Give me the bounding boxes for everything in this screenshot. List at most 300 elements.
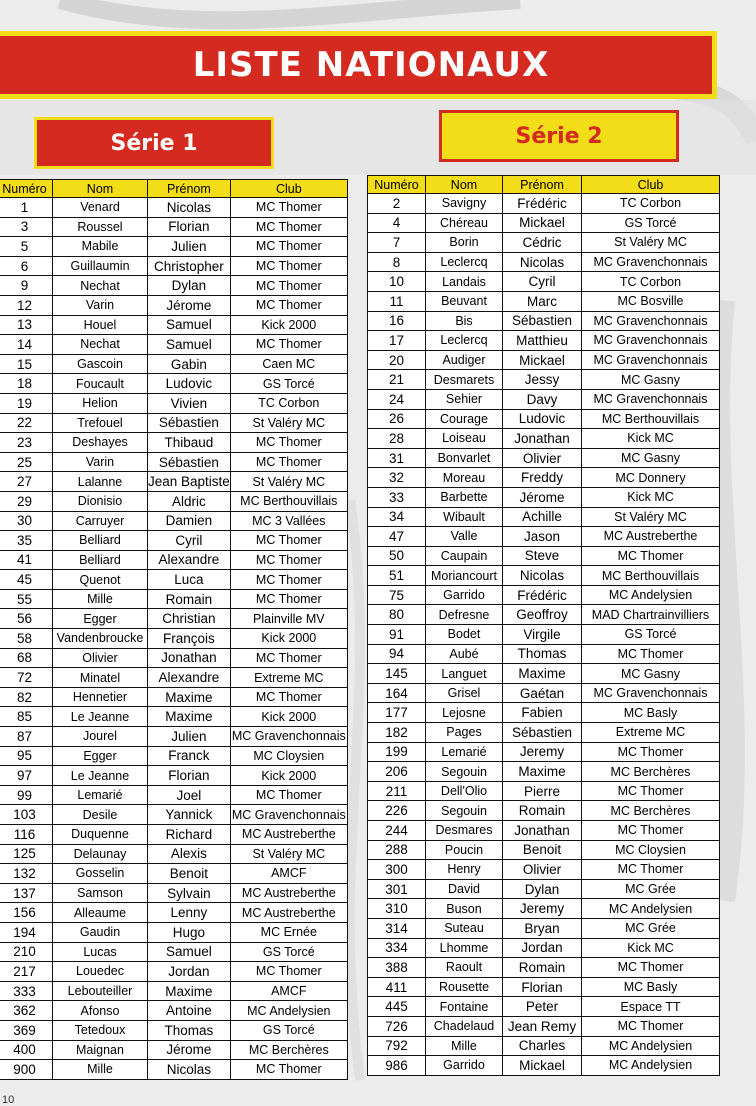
cell-prenom: Maxime — [148, 707, 231, 727]
cell-numero: 45 — [0, 570, 53, 590]
cell-prenom: Davy — [503, 389, 582, 409]
table-row — [0, 276, 347, 296]
cell-club: MC Grée — [582, 879, 720, 899]
cell-prenom: Jordan — [148, 962, 231, 982]
cell-nom: Duquenne — [53, 825, 148, 845]
cell-prenom: Olivier — [503, 860, 582, 880]
cell-prenom: Marc — [503, 291, 582, 311]
cell-club: Extreme MC — [582, 723, 720, 743]
cell-numero: 156 — [0, 903, 53, 923]
table-row — [0, 922, 347, 942]
cell-club: TC Corbon — [582, 272, 720, 292]
cell-numero: 333 — [0, 981, 53, 1001]
table-row — [368, 762, 720, 782]
cell-numero: 177 — [368, 703, 426, 723]
cell-nom: Belliard — [53, 550, 148, 570]
cell-club: Kick 2000 — [230, 629, 347, 649]
table-row — [0, 1020, 347, 1040]
cell-nom: Trefouel — [53, 413, 148, 433]
cell-club: Caen MC — [230, 354, 347, 374]
cell-numero: 72 — [0, 668, 53, 688]
cell-numero: 25 — [0, 452, 53, 472]
cell-prenom: Sébastien — [503, 723, 582, 743]
cell-prenom: Cédric — [503, 233, 582, 253]
cell-nom: Valle — [426, 527, 503, 547]
cell-numero: 87 — [0, 727, 53, 747]
cell-club: MC Thomer — [230, 335, 347, 355]
cell-nom: Alleaume — [53, 903, 148, 923]
table-row — [0, 864, 347, 884]
cell-numero: 9 — [0, 276, 53, 296]
cell-numero: 14 — [0, 335, 53, 355]
cell-club: MC Grée — [582, 918, 720, 938]
cell-prenom: Ludovic — [503, 409, 582, 429]
table-row — [368, 252, 720, 272]
table-row — [0, 374, 347, 394]
cell-nom: Le Jeanne — [53, 707, 148, 727]
cell-numero: 17 — [368, 331, 426, 351]
cell-prenom: Benoit — [503, 840, 582, 860]
table-row — [368, 723, 720, 743]
cell-nom: Carruyer — [53, 511, 148, 531]
cell-nom: Venard — [53, 198, 148, 218]
cell-nom: Gascoin — [53, 354, 148, 374]
cell-prenom: Benoit — [148, 864, 231, 884]
cell-numero: 116 — [0, 825, 53, 845]
cell-prenom: Geoffroy — [503, 605, 582, 625]
cell-club: Kick 2000 — [230, 766, 347, 786]
cell-numero: 369 — [0, 1020, 53, 1040]
cell-nom: Audiger — [426, 350, 503, 370]
cell-numero: 137 — [0, 883, 53, 903]
cell-numero: 85 — [0, 707, 53, 727]
cell-club: MC Gravenchonnais — [582, 350, 720, 370]
cell-club: MC Gravenchonnais — [582, 331, 720, 351]
cell-prenom: Frédéric — [503, 194, 582, 214]
cell-numero: 94 — [368, 644, 426, 664]
title-banner — [0, 31, 717, 99]
cell-club: St Valéry MC — [582, 233, 720, 253]
cell-nom: Beuvant — [426, 291, 503, 311]
cell-prenom: Vivien — [148, 393, 231, 413]
cell-nom: Lhomme — [426, 938, 503, 958]
cell-nom: Desmarets — [426, 370, 503, 390]
cell-prenom: Christian — [148, 609, 231, 629]
cell-club: MC Thomer — [230, 687, 347, 707]
table-row — [0, 746, 347, 766]
cell-club: MC Thomer — [582, 546, 720, 566]
cell-numero: 35 — [0, 531, 53, 551]
cell-numero: 13 — [0, 315, 53, 335]
cell-nom: Deshayes — [53, 433, 148, 453]
cell-numero: 95 — [0, 746, 53, 766]
cell-prenom: Mickael — [503, 213, 582, 233]
table-row — [0, 844, 347, 864]
cell-club: MC Thomer — [230, 276, 347, 296]
cell-numero: 182 — [368, 723, 426, 743]
table-row — [368, 781, 720, 801]
cell-club: MC Gravenchonnais — [582, 311, 720, 331]
cell-club: St Valéry MC — [230, 413, 347, 433]
cell-numero: 82 — [0, 687, 53, 707]
cell-prenom: Bryan — [503, 918, 582, 938]
cell-club: Espace TT — [582, 997, 720, 1017]
cell-nom: Borin — [426, 233, 503, 253]
cell-prenom: Jérome — [148, 1040, 231, 1060]
cell-club: MC Austreberthe — [230, 903, 347, 923]
cell-nom: Segouin — [426, 762, 503, 782]
cell-nom: Rousette — [426, 977, 503, 997]
cell-club: MC Thomer — [230, 589, 347, 609]
table-row — [0, 962, 347, 982]
cell-prenom: Franck — [148, 746, 231, 766]
cell-prenom: Christopher — [148, 256, 231, 276]
cell-club: MC Bosville — [582, 291, 720, 311]
cell-numero: 2 — [368, 194, 426, 214]
series2-rows — [368, 194, 720, 1076]
cell-nom: Quenot — [53, 570, 148, 590]
cell-nom: Dell'Olio — [426, 781, 503, 801]
cell-nom: Mille — [53, 1060, 148, 1080]
cell-nom: Bonvarlet — [426, 448, 503, 468]
cell-numero: 194 — [0, 922, 53, 942]
cell-club: MC Gravenchonnais — [230, 805, 347, 825]
cell-nom: Guillaumin — [53, 256, 148, 276]
cell-prenom: Thomas — [503, 644, 582, 664]
cell-numero: 103 — [0, 805, 53, 825]
cell-numero: 31 — [368, 448, 426, 468]
cell-nom: Mabile — [53, 237, 148, 257]
cell-prenom: Jonathan — [503, 429, 582, 449]
series2-header-row — [368, 176, 720, 194]
cell-club: MC Berchères — [582, 762, 720, 782]
cell-prenom: Julien — [148, 237, 231, 257]
cell-nom: Le Jeanne — [53, 766, 148, 786]
cell-nom: Vandenbroucke — [53, 629, 148, 649]
cell-numero: 51 — [368, 566, 426, 586]
cell-numero: 210 — [0, 942, 53, 962]
cell-club: Kick MC — [582, 429, 720, 449]
cell-club: GS Torcé — [230, 942, 347, 962]
table-row — [0, 707, 347, 727]
cell-club: MC Berchères — [230, 1040, 347, 1060]
cell-club: Extreme MC — [230, 668, 347, 688]
cell-nom: Gaudin — [53, 922, 148, 942]
cell-nom: Egger — [53, 746, 148, 766]
cell-club: MC Gravenchonnais — [582, 389, 720, 409]
cell-club: St Valéry MC — [230, 472, 347, 492]
page-number: 10 — [2, 1094, 15, 1106]
table-row — [368, 331, 720, 351]
cell-prenom: Joel — [148, 785, 231, 805]
table-row — [368, 487, 720, 507]
cell-club: MAD Chartrainvilliers — [582, 605, 720, 625]
series2-label: Série 2 — [439, 110, 679, 162]
table-row — [0, 589, 347, 609]
cell-prenom: Dylan — [503, 879, 582, 899]
table-row — [0, 413, 347, 433]
cell-nom: Lemarié — [426, 742, 503, 762]
cell-numero: 24 — [368, 389, 426, 409]
cell-numero: 30 — [0, 511, 53, 531]
cell-nom: Henry — [426, 860, 503, 880]
table-row — [368, 625, 720, 645]
cell-nom: David — [426, 879, 503, 899]
cell-club: MC Gravenchonnais — [230, 727, 347, 747]
cell-numero: 16 — [368, 311, 426, 331]
table-row — [0, 452, 347, 472]
cell-prenom: Jason — [503, 527, 582, 547]
header-nom: Nom — [53, 180, 148, 198]
cell-nom: Gosselin — [53, 864, 148, 884]
cell-numero: 445 — [368, 997, 426, 1017]
cell-numero: 11 — [368, 291, 426, 311]
table-row — [368, 801, 720, 821]
cell-club: MC Gravenchonnais — [582, 683, 720, 703]
table-row — [0, 981, 347, 1001]
table-row — [368, 899, 720, 919]
table-row — [368, 370, 720, 390]
cell-numero: 97 — [0, 766, 53, 786]
table-row — [368, 291, 720, 311]
cell-prenom: Sébastien — [503, 311, 582, 331]
table-row — [368, 1056, 720, 1076]
cell-nom: Chéreau — [426, 213, 503, 233]
cell-nom: Delaunay — [53, 844, 148, 864]
table-row — [0, 883, 347, 903]
cell-prenom: Mickael — [503, 350, 582, 370]
cell-nom: Languet — [426, 664, 503, 684]
cell-nom: Defresne — [426, 605, 503, 625]
cell-prenom: Nicolas — [148, 198, 231, 218]
cell-club: MC Thomer — [230, 550, 347, 570]
table-row — [368, 527, 720, 547]
cell-nom: Courage — [426, 409, 503, 429]
series2-table — [367, 175, 720, 1076]
cell-prenom: Jessy — [503, 370, 582, 390]
cell-prenom: Frédéric — [503, 585, 582, 605]
table-row — [0, 825, 347, 845]
table-row — [0, 648, 347, 668]
cell-nom: Minatel — [53, 668, 148, 688]
cell-club: AMCF — [230, 864, 347, 884]
cell-numero: 3 — [0, 217, 53, 237]
cell-club: GS Torcé — [230, 374, 347, 394]
table-row — [368, 742, 720, 762]
table-row — [0, 335, 347, 355]
table-row — [0, 433, 347, 453]
cell-numero: 28 — [368, 429, 426, 449]
table-row — [0, 1001, 347, 1021]
table-row — [0, 727, 347, 747]
cell-numero: 26 — [368, 409, 426, 429]
cell-numero: 217 — [0, 962, 53, 982]
cell-club: MC Gasny — [582, 448, 720, 468]
cell-club: St Valéry MC — [230, 844, 347, 864]
table-row — [368, 233, 720, 253]
cell-club: TC Corbon — [582, 194, 720, 214]
cell-numero: 726 — [368, 1016, 426, 1036]
table-row — [0, 609, 347, 629]
cell-nom: Grisel — [426, 683, 503, 703]
table-row — [0, 531, 347, 551]
cell-prenom: Lenny — [148, 903, 231, 923]
cell-numero: 58 — [0, 629, 53, 649]
cell-numero: 301 — [368, 879, 426, 899]
cell-prenom: Pierre — [503, 781, 582, 801]
cell-nom: Leclercq — [426, 252, 503, 272]
table-row — [368, 566, 720, 586]
cell-numero: 244 — [368, 821, 426, 841]
cell-nom: Desmares — [426, 821, 503, 841]
table-row — [0, 217, 347, 237]
table-row — [0, 570, 347, 590]
cell-numero: 20 — [368, 350, 426, 370]
cell-prenom: Romain — [148, 589, 231, 609]
cell-club: MC Thomer — [582, 644, 720, 664]
cell-nom: Jourel — [53, 727, 148, 747]
page-title: LISTE NATIONAUX — [192, 45, 550, 85]
cell-numero: 388 — [368, 958, 426, 978]
table-row — [0, 315, 347, 335]
cell-club: MC Cloysien — [230, 746, 347, 766]
table-row — [368, 938, 720, 958]
cell-club: MC Austreberthe — [582, 527, 720, 547]
cell-prenom: Peter — [503, 997, 582, 1017]
cell-numero: 164 — [368, 683, 426, 703]
table-row — [0, 942, 347, 962]
cell-numero: 362 — [0, 1001, 53, 1021]
cell-prenom: Nicolas — [503, 252, 582, 272]
table-row — [368, 860, 720, 880]
cell-nom: Landais — [426, 272, 503, 292]
cell-club: MC Gasny — [582, 664, 720, 684]
cell-nom: Savigny — [426, 194, 503, 214]
cell-club: MC Thomer — [230, 1060, 347, 1080]
header-club: Club — [582, 176, 720, 194]
table-row — [368, 1016, 720, 1036]
cell-numero: 10 — [368, 272, 426, 292]
cell-nom: Garrido — [426, 585, 503, 605]
table-row — [368, 507, 720, 527]
table-row — [0, 903, 347, 923]
cell-nom: Lebouteiller — [53, 981, 148, 1001]
cell-club: MC Gravenchonnais — [582, 252, 720, 272]
series1-rows — [0, 198, 347, 1080]
cell-club: MC Thomer — [582, 860, 720, 880]
cell-nom: Pages — [426, 723, 503, 743]
table-row — [368, 879, 720, 899]
table-row — [368, 997, 720, 1017]
cell-prenom: Hugo — [148, 922, 231, 942]
header-numero: Numéro — [368, 176, 426, 194]
cell-prenom: Samuel — [148, 315, 231, 335]
table-row — [0, 256, 347, 276]
cell-prenom: Alexandre — [148, 668, 231, 688]
table-row — [368, 468, 720, 488]
cell-numero: 99 — [0, 785, 53, 805]
cell-nom: Barbette — [426, 487, 503, 507]
cell-club: MC Gasny — [582, 370, 720, 390]
cell-numero: 80 — [368, 605, 426, 625]
cell-numero: 23 — [0, 433, 53, 453]
cell-numero: 33 — [368, 487, 426, 507]
cell-numero: 125 — [0, 844, 53, 864]
cell-prenom: Florian — [503, 977, 582, 997]
cell-prenom: Florian — [148, 217, 231, 237]
cell-prenom: Julien — [148, 727, 231, 747]
cell-nom: Belliard — [53, 531, 148, 551]
cell-prenom: Samuel — [148, 335, 231, 355]
cell-nom: Wibault — [426, 507, 503, 527]
cell-prenom: Maxime — [148, 687, 231, 707]
cell-prenom: Nicolas — [503, 566, 582, 586]
cell-prenom: Gaétan — [503, 683, 582, 703]
cell-prenom: Richard — [148, 825, 231, 845]
series1-label: Série 1 — [34, 117, 274, 169]
cell-club: MC Berthouvillais — [582, 566, 720, 586]
cell-club: MC Thomer — [230, 237, 347, 257]
cell-prenom: Jérome — [503, 487, 582, 507]
cell-club: MC Thomer — [582, 781, 720, 801]
cell-club: MC Thomer — [230, 785, 347, 805]
cell-club: MC 3 Vallées — [230, 511, 347, 531]
cell-nom: Suteau — [426, 918, 503, 938]
table-row — [368, 821, 720, 841]
table-row — [368, 272, 720, 292]
cell-nom: Segouin — [426, 801, 503, 821]
table-row — [0, 198, 347, 218]
cell-club: MC Andelysien — [582, 1036, 720, 1056]
cell-nom: Garrido — [426, 1056, 503, 1076]
table-row — [368, 918, 720, 938]
cell-club: MC Thomer — [230, 452, 347, 472]
cell-nom: Dionisio — [53, 491, 148, 511]
cell-nom: Nechat — [53, 335, 148, 355]
cell-club: MC Thomer — [230, 433, 347, 453]
cell-nom: Bodet — [426, 625, 503, 645]
cell-prenom: Achille — [503, 507, 582, 527]
cell-numero: 41 — [0, 550, 53, 570]
cell-prenom: Thomas — [148, 1020, 231, 1040]
cell-nom: Foucault — [53, 374, 148, 394]
cell-club: MC Thomer — [230, 198, 347, 218]
cell-nom: Afonso — [53, 1001, 148, 1021]
cell-club: Kick 2000 — [230, 315, 347, 335]
cell-nom: Raoult — [426, 958, 503, 978]
header-club: Club — [230, 180, 347, 198]
series1-table — [0, 179, 348, 1080]
cell-numero: 400 — [0, 1040, 53, 1060]
table-row — [368, 605, 720, 625]
cell-prenom: Maxime — [148, 981, 231, 1001]
cell-club: MC Thomer — [230, 256, 347, 276]
cell-numero: 6 — [0, 256, 53, 276]
cell-prenom: Matthieu — [503, 331, 582, 351]
cell-numero: 27 — [0, 472, 53, 492]
cell-nom: Lucas — [53, 942, 148, 962]
table-row — [0, 550, 347, 570]
cell-numero: 7 — [368, 233, 426, 253]
cell-club: MC Andelysien — [582, 585, 720, 605]
table-row — [0, 687, 347, 707]
cell-nom: Varin — [53, 295, 148, 315]
table-row — [0, 805, 347, 825]
cell-numero: 75 — [368, 585, 426, 605]
table-row — [368, 644, 720, 664]
cell-numero: 19 — [0, 393, 53, 413]
cell-nom: Mille — [426, 1036, 503, 1056]
